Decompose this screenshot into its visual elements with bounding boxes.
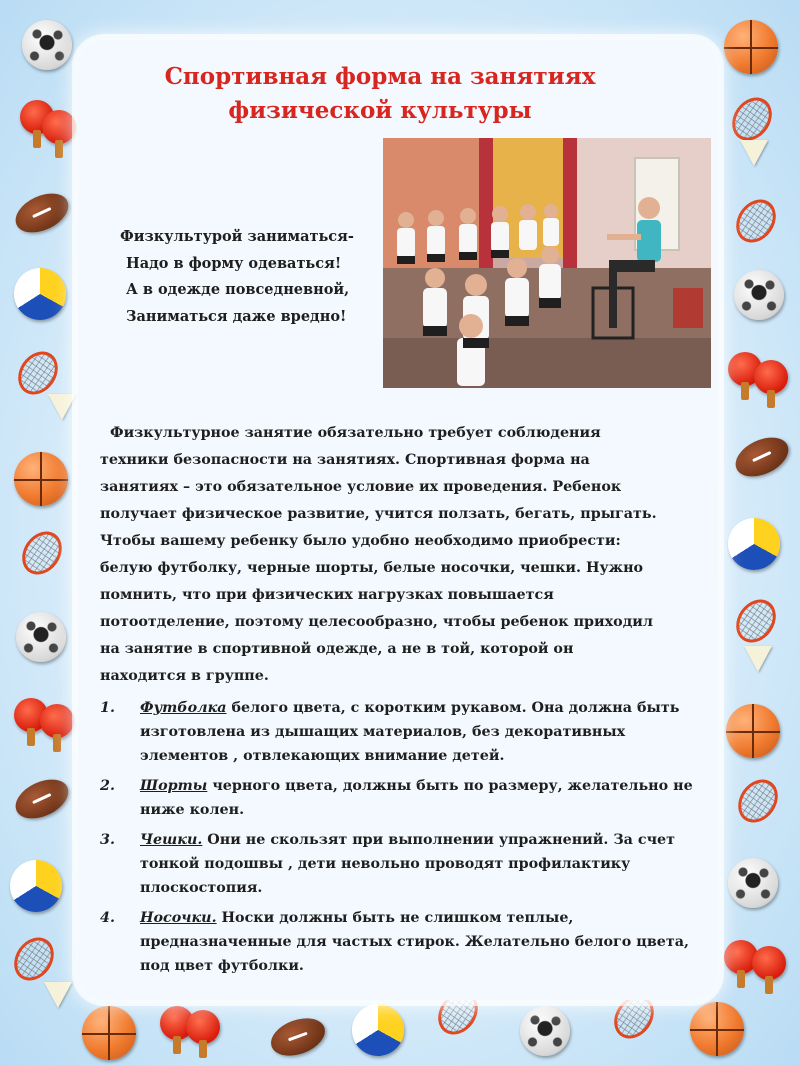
ping-pong-paddle-icon: [42, 110, 76, 144]
list-term: Носочки.: [140, 910, 217, 926]
poem-line: А в одежде повседневной,: [126, 281, 350, 298]
basketball-icon: [726, 704, 780, 758]
basketball-icon: [82, 1006, 136, 1060]
clothing-list: [100, 696, 715, 984]
volleyball-icon: [10, 860, 62, 912]
intro-paragraph: [100, 420, 710, 690]
rugby-ball-icon: [9, 772, 74, 826]
list-text: черного цвета, должны быть по размеру, желательно не ниже колен.: [140, 778, 693, 818]
title-line-1: Спортивная форма на занятиях: [164, 63, 596, 90]
list-term: Шорты: [140, 778, 208, 794]
soccer-ball-icon: [734, 270, 784, 320]
list-item: [100, 828, 715, 900]
badminton-racket-icon: [6, 930, 62, 988]
paragraph-line: занятиях – это обязательное условие их проведения. Ребенок: [100, 479, 622, 495]
paragraph-line: на занятие в спортивной одежде, а не в той, которой он: [100, 641, 574, 657]
shuttlecock-icon: [44, 982, 72, 1008]
list-text: белого цвета, с коротким рукавом. Она должна быть изготовлена из дышащих материалов, без декоративных элементов , отвлекающих внимание детей.: [140, 700, 680, 764]
shuttlecock-icon: [48, 394, 76, 420]
list-number: 3.: [100, 832, 115, 848]
paragraph-line: техники безопасности на занятиях. Спортивная форма на: [100, 452, 590, 468]
rugby-ball-icon: [266, 1011, 330, 1062]
badminton-racket-icon: [728, 592, 784, 650]
paragraph-line: Физкультурное занятие обязательно требует соблюдения: [110, 425, 601, 441]
ping-pong-paddle-icon: [186, 1010, 220, 1044]
soccer-ball-icon: [728, 858, 778, 908]
tennis-racket-icon: [728, 192, 784, 250]
list-item: [100, 696, 715, 768]
shuttlecock-icon: [744, 646, 772, 672]
title-line-2: физической культуры: [228, 97, 532, 124]
shuttlecock-icon: [740, 140, 768, 166]
tennis-racket-icon: [14, 524, 70, 582]
rugby-ball-icon: [9, 186, 74, 240]
paragraph-line: находится в группе.: [100, 668, 269, 684]
gym-class-photo: [383, 138, 711, 388]
poem-line: Физкультурой заниматься-: [120, 228, 354, 245]
children-exercising-illustration: [383, 138, 711, 388]
poem: [112, 224, 382, 330]
list-number: 2.: [100, 778, 115, 794]
list-text: Они не скользят при выполнении упражнений. За счет тонкой подошвы , дети невольно проводят профилактику плоскостопия.: [140, 832, 675, 896]
poem-line: Надо в форму одеваться!: [126, 254, 342, 272]
poem-line: Заниматься даже вредно!: [126, 307, 347, 325]
paragraph-line: белую футболку, черные шорты, белые носочки, чешки. Нужно: [100, 560, 644, 576]
paragraph-line: получает физическое развитие, учится ползать, бегать, прыгать.: [100, 506, 657, 522]
list-term: Чешки.: [140, 832, 203, 848]
paragraph-line: Чтобы вашему ребенку было удобно необходимо приобрести:: [100, 533, 621, 549]
basketball-icon: [690, 1002, 744, 1056]
paragraph-line: потоотделение, поэтому целесообразно, чтобы ребенок приходил: [100, 614, 653, 630]
volleyball-icon: [14, 268, 66, 320]
ping-pong-paddle-icon: [40, 704, 74, 738]
volleyball-icon: [352, 1004, 404, 1056]
soccer-ball-icon: [22, 20, 72, 70]
soccer-ball-icon: [520, 1006, 570, 1056]
list-term: Футболка: [140, 700, 227, 716]
tennis-racket-icon: [730, 772, 786, 830]
soccer-ball-icon: [16, 612, 66, 662]
list-number: 1.: [100, 700, 115, 716]
ping-pong-paddle-icon: [754, 360, 788, 394]
page-title: [120, 60, 640, 128]
rugby-ball-icon: [729, 430, 794, 484]
basketball-icon: [14, 452, 68, 506]
list-number: 4.: [100, 910, 115, 926]
paragraph-line: помнить, что при физических нагрузках повышается: [100, 587, 554, 603]
ping-pong-paddle-icon: [752, 946, 786, 980]
list-item: [100, 906, 715, 978]
volleyball-icon: [728, 518, 780, 570]
basketball-icon: [724, 20, 778, 74]
list-item: [100, 774, 715, 822]
list-text: Носки должны быть не слишком теплые, предназначенные для частых стирок. Желательно белого цвета, под цвет футболки.: [140, 910, 689, 974]
